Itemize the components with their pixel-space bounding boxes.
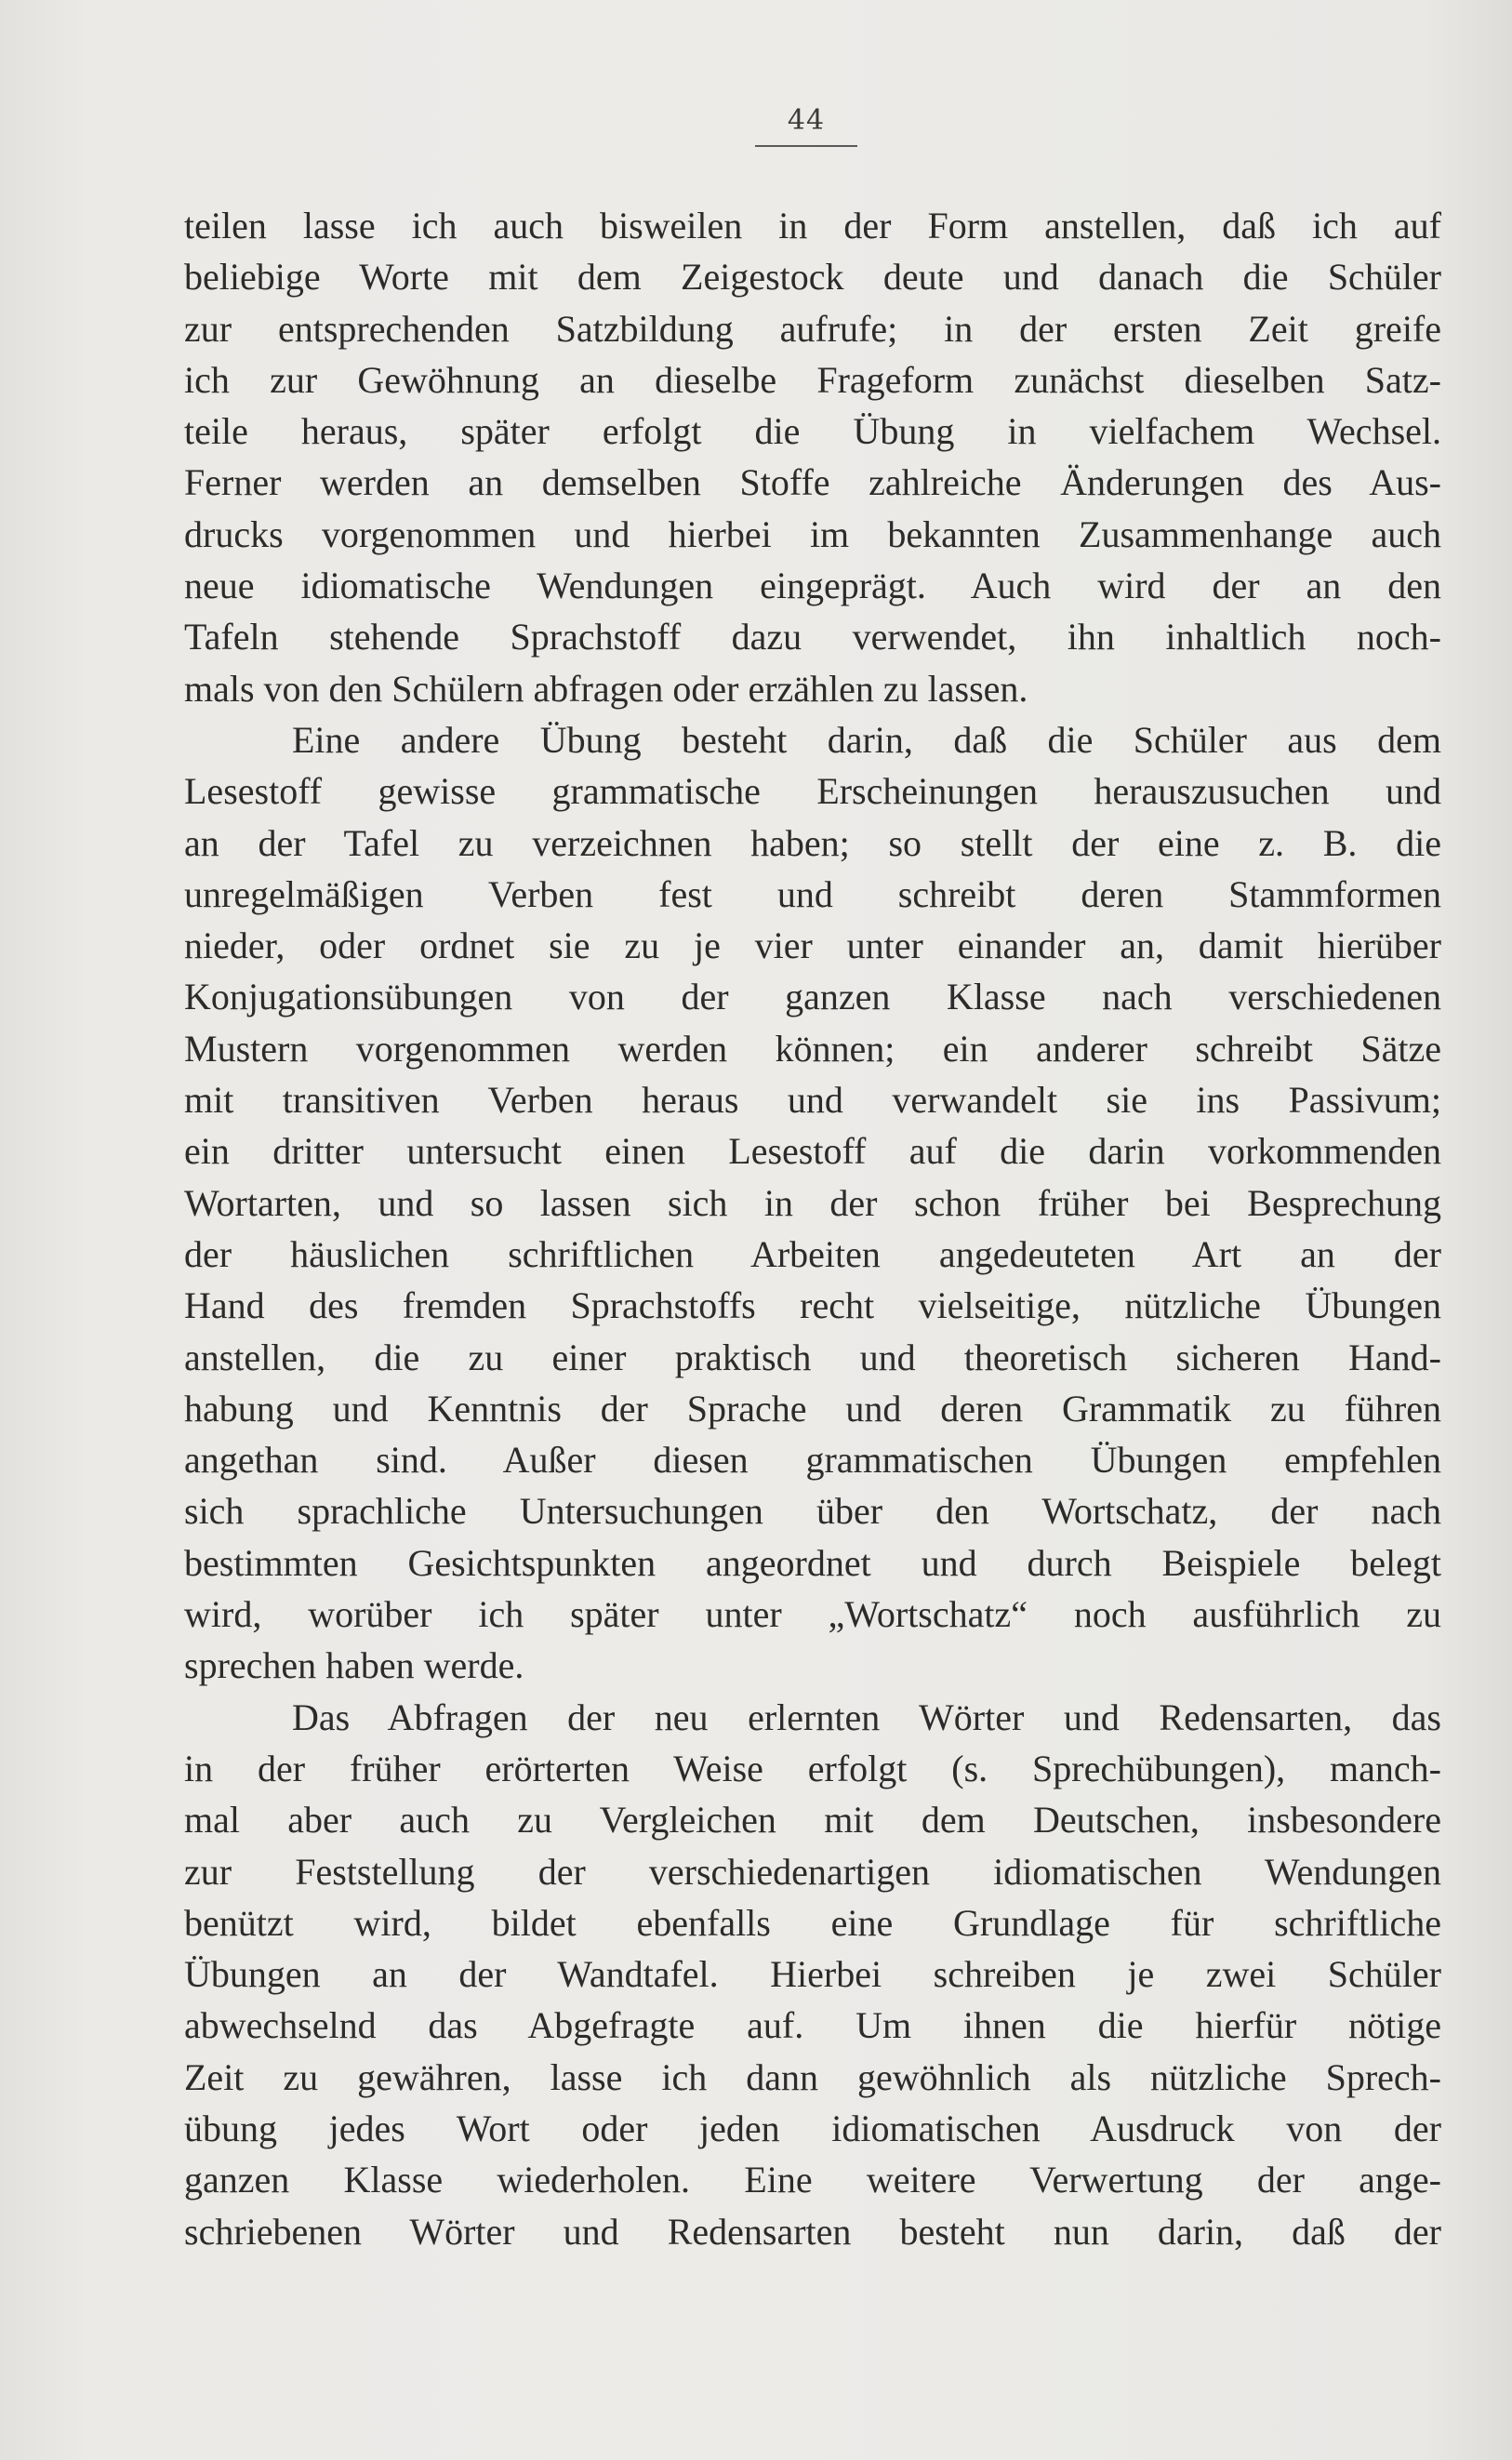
text-line: mit transitiven Verben heraus und verwandelt sie ins Passivum; (184, 1079, 1441, 1122)
text-line: mal aber auch zu Vergleichen mit dem Deutschen, insbesondere (184, 1799, 1441, 1842)
text-line: wird, worüber ich später unter „Wortschatz“ noch ausführlich zu (184, 1593, 1441, 1636)
text-line: in der früher erörterten Weise erfolgt (s. Sprechübungen), manch- (184, 1747, 1441, 1789)
text-line: übung jedes Wort oder jeden idiomatischen Ausdruck von der (184, 2107, 1441, 2149)
text-line: Übungen an der Wandtafel. Hierbei schreiben je zwei Schüler (184, 1953, 1441, 1996)
text-line: Tafeln stehende Sprachstoff dazu verwendet, ihn inhaltlich noch- (184, 616, 1441, 658)
text-line: ganzen Klasse wiederholen. Eine weitere Verwertung der ange- (184, 2159, 1441, 2201)
text-line: Eine andere Übung besteht darin, daß die Schüler aus dem (292, 718, 1441, 761)
text-line: Ferner werden an demselben Stoffe zahlreiche Änderungen des Aus- (184, 461, 1441, 504)
text-line: ein dritter untersucht einen Lesestoff auf die darin vorkommenden (184, 1130, 1441, 1173)
text-line: nieder, oder ordnet sie zu je vier unter einander an, damit hierüber (184, 924, 1441, 967)
text-line: Konjugationsübungen von der ganzen Klasse nach verschiedenen (184, 976, 1441, 1018)
text-line: der häuslichen schriftlichen Arbeiten angedeuteten Art an der (184, 1232, 1441, 1275)
text-line: habung und Kenntnis der Sprache und deren Grammatik zu führen (184, 1387, 1441, 1429)
text-line: benützt wird, bildet ebenfalls eine Grundlage für schriftliche (184, 1901, 1441, 1944)
page-number-rule (755, 145, 857, 147)
text-line: an der Tafel zu verzeichnen haben; so stellt der eine z. B. die (184, 821, 1441, 864)
text-line: mals von den Schülern abfragen oder erzählen zu lassen. (184, 667, 1028, 710)
page-number: 44 (787, 104, 826, 137)
text-line: ich zur Gewöhnung an dieselbe Frageform zunächst dieselben Satz- (184, 358, 1441, 401)
text-line: drucks vorgenommen und hierbei im bekannten Zusammenhange auch (184, 512, 1441, 555)
text-line: beliebige Worte mit dem Zeigestock deute und danach die Schüler (184, 256, 1441, 299)
text-line: neue idiomatische Wendungen eingeprägt. Auch wird der an den (184, 565, 1441, 607)
text-line: zur Feststellung der verschiedenartigen idiomatischen Wendungen (184, 1850, 1441, 1893)
text-line: Das Abfragen der neu erlernten Wörter und Redensarten, das (292, 1695, 1441, 1738)
body-text (184, 200, 1441, 2257)
text-line: Wortarten, und so lassen sich in der schon früher bei Besprechung (184, 1181, 1441, 1224)
text-line: abwechselnd das Abgefragte auf. Um ihnen die hierfür nötige (184, 2004, 1441, 2047)
text-line: anstellen, die zu einer praktisch und theoretisch sicheren Hand- (184, 1336, 1441, 1378)
text-line: angethan sind. Außer diesen grammatischen Übungen empfehlen (184, 1439, 1441, 1482)
text-line: Zeit zu gewähren, lasse ich dann gewöhnlich als nützliche Sprech- (184, 2055, 1441, 2098)
text-line: Hand des fremden Sprachstoffs recht vielseitige, nützliche Übungen (184, 1284, 1441, 1327)
text-line: teilen lasse ich auch bisweilen in der Form anstellen, daß ich auf (184, 205, 1441, 246)
text-line: sprechen haben werde. (184, 1644, 524, 1687)
text-line: sich sprachliche Untersuchungen über den Wortschatz, der nach (184, 1490, 1441, 1533)
text-line: zur entsprechenden Satzbildung aufrufe; in der ersten Zeit greife (184, 307, 1441, 350)
text-line: Lesestoff gewisse grammatische Erscheinungen herauszusuchen und (184, 770, 1441, 813)
text-line: unregelmäßigen Verben fest und schreibt deren Stammformen (184, 872, 1441, 915)
text-line: schriebenen Wörter und Redensarten besteht nun darin, daß der (184, 2210, 1441, 2253)
text-line: Mustern vorgenommen werden können; ein anderer schreibt Sätze (184, 1027, 1441, 1070)
text-line: bestimmten Gesichtspunkten angeordnet und durch Beispiele belegt (184, 1541, 1441, 1584)
text-line: teile heraus, später erfolgt die Übung in vielfachem Wechsel. (184, 410, 1441, 453)
